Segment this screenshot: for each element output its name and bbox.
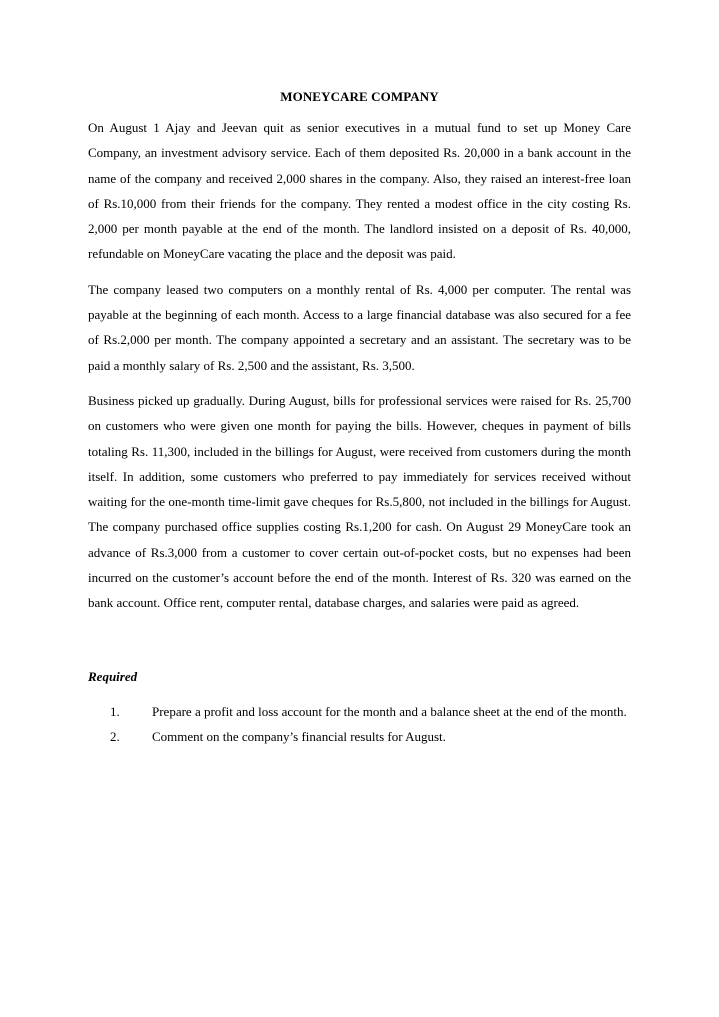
- paragraph-business: Business picked up gradually. During August, bills for professional services were raised for Rs. 25,700 on customers who were given one month for paying the bills. However, cheques in payment of bills totaling Rs. 11,300, included in the billings for August, were received from customers during the month itself. In addition, some customers who preferred to pay immediately for services received without waiting for the one-month time-limit gave cheques for Rs.5,800, not included in the billings for August. The company purchased office supplies costing Rs.1,200 for cash. On August 29 MoneyCare took an advance of Rs.3,000 from a customer to cover certain out-of-pocket costs, but no expenses had been incurred on the customer’s account before the end of the month. Interest of Rs. 320 was earned on the bank account. Office rent, computer rental, database charges, and salaries were paid as agreed.: [88, 392, 631, 611]
- required-item-text: Comment on the company’s financial results for August.: [152, 728, 446, 744]
- document-page: [88, 84, 631, 749]
- paragraph-leases: The company leased two computers on a monthly rental of Rs. 4,000 per computer. The rental was payable at the beginning of each month. Access to a large financial database was also secured for a fee of Rs.2,000 per month. The company appointed a secretary and an assistant. The secretary was to be paid a monthly salary of Rs. 2,500 and the assistant, Rs. 3,500.: [88, 281, 631, 373]
- paragraph-setup: On August 1 Ajay and Jeevan quit as senior executives in a mutual fund to set up Money Care Company, an investment advisory service. Each of them deposited Rs. 20,000 in a bank account in the name of the company and received 2,000 shares in the company. Also, they raised an interest-free loan of Rs.10,000 from their friends for the company. They rented a modest office in the city costing Rs. 2,000 per month payable at the end of the month. The landlord insisted on a deposit of Rs. 40,000, refundable on MoneyCare vacating the place and the deposit was paid.: [88, 120, 631, 262]
- required-item: [88, 699, 631, 724]
- document-title: MONEYCARE COMPANY: [280, 89, 439, 104]
- required-list: [88, 699, 631, 750]
- required-heading: Required: [88, 668, 138, 684]
- required-item-number: 1.: [110, 703, 120, 719]
- required-item: [88, 724, 631, 749]
- required-item-text: Prepare a profit and loss account for the month and a balance sheet at the end of the month.: [152, 703, 627, 719]
- required-item-number: 2.: [110, 728, 120, 744]
